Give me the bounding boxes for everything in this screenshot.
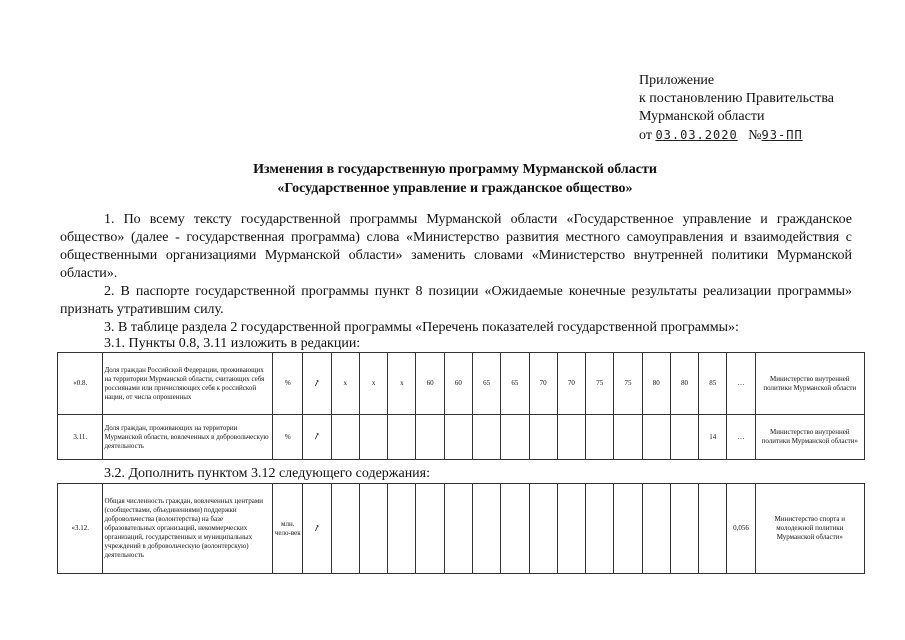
- paragraph-2: 2. В паспорте государственной программы пункт 8 позиции «Ожидаемые конечные результаты реализации программы» признать утратившим силу.: [60, 284, 852, 317]
- paragraph-1: 1. По всему тексту государственной программы Мурманской области «Государственное управление и гражданское общество» (далее - государственная программа) слова «Министерство развития местного самоуправления и взаимодействия с общественными организациями Мурманской области» заменить словами «Министерство внутренней политики Мурманской области».: [60, 212, 852, 281]
- unit-cell: %: [273, 415, 303, 460]
- value-cell: [501, 415, 529, 460]
- value-cell: [529, 484, 557, 574]
- value-cell: 65: [473, 353, 501, 415]
- value-cell: [359, 484, 387, 574]
- indicator-description: Общая численность граждан, вовлеченных центрами (сообществами, объединениями) поддержки добровольчества (волонтерства) на базе образовательных организаций, некоммерческих организаций, государственных и муниципальных учреждений в добровольческую (волонтерскую) деятельность: [103, 484, 273, 574]
- table-row-3-12: [58, 484, 865, 574]
- document-title: [60, 160, 850, 198]
- value-cell: [614, 484, 642, 574]
- indicator-description: Доля граждан, проживающих на территории Мурманской области, вовлеченных в добровольческую деятельность: [103, 415, 273, 460]
- value-cell: 65: [501, 353, 529, 415]
- value-cell: 60: [416, 353, 444, 415]
- value-cell: [670, 415, 698, 460]
- paragraph-3-1: 3.1. Пункты 0.8, 3.11 изложить в редакции:: [104, 336, 361, 351]
- trend-mark-cell: [303, 415, 331, 460]
- paragraph-3: 3. В таблице раздела 2 государственной программы «Перечень показателей государственной программы»:: [104, 320, 739, 335]
- value-cell: …: [727, 415, 755, 460]
- document-body: [60, 211, 852, 337]
- trend-mark-cell: [303, 484, 331, 574]
- value-cell: [642, 484, 670, 574]
- value-cell: 75: [586, 353, 614, 415]
- trend-mark-icon: ↗: [311, 376, 323, 389]
- paragraph-3-2: 3.2. Дополнить пунктом 3.12 следующего содержания:: [104, 466, 431, 481]
- value-cell: [670, 484, 698, 574]
- value-cell: [444, 415, 472, 460]
- value-cell: [331, 484, 359, 574]
- value-cell: х: [331, 353, 359, 415]
- appendix-date-line: [639, 126, 834, 145]
- value-cell: [586, 415, 614, 460]
- value-cell: [501, 484, 529, 574]
- value-cell: 70: [529, 353, 557, 415]
- appendix-line-3: Мурманской области: [639, 109, 765, 124]
- value-cell: х: [388, 353, 416, 415]
- value-cell: [444, 484, 472, 574]
- indicators-table-1: [57, 352, 865, 460]
- value-cell: [557, 484, 585, 574]
- value-cell: [416, 484, 444, 574]
- value-cell: 75: [614, 353, 642, 415]
- date-value: 03.03.2020: [655, 128, 738, 142]
- title-line-2: «Государственное управление и гражданское общество»: [277, 181, 633, 196]
- table-row-3-11: [58, 415, 865, 460]
- row-number: 3.11.: [58, 415, 103, 460]
- appendix-line-1: Приложение: [639, 73, 715, 88]
- value-cell: [699, 484, 727, 574]
- trend-mark-icon: ↗: [311, 430, 323, 443]
- value-cell: [388, 415, 416, 460]
- value-cell: [473, 415, 501, 460]
- value-cell: [614, 415, 642, 460]
- appendix-line-2: к постановлению Правительства: [639, 91, 835, 106]
- trend-mark-cell: [303, 353, 331, 415]
- value-cell: [331, 415, 359, 460]
- row-number: «3.12.: [58, 484, 103, 574]
- number-value: 93-ПП: [761, 128, 803, 142]
- date-prefix: от: [639, 128, 652, 143]
- value-cell: [473, 484, 501, 574]
- value-cell: [529, 415, 557, 460]
- title-line-1: Изменения в государственную программу Мурманской области: [253, 162, 657, 177]
- unit-cell: %: [273, 353, 303, 415]
- value-cell: 80: [670, 353, 698, 415]
- value-cell: [642, 415, 670, 460]
- responsible-org: Министерство внутренней политики Мурманской области: [755, 353, 864, 415]
- responsible-org: Министерство внутренней политики Мурманской области»: [755, 415, 864, 460]
- value-cell: [416, 415, 444, 460]
- value-cell: 80: [642, 353, 670, 415]
- indicators-table-2: [57, 483, 865, 574]
- value-cell: [388, 484, 416, 574]
- value-cell: х: [359, 353, 387, 415]
- unit-cell: млн. чело-век: [273, 484, 303, 574]
- value-cell: [359, 415, 387, 460]
- value-cell: [586, 484, 614, 574]
- value-cell: 14: [699, 415, 727, 460]
- trend-mark-icon: ↗: [311, 521, 323, 534]
- value-cell: 70: [557, 353, 585, 415]
- appendix-header: [639, 72, 834, 145]
- table-row-0-8: [58, 353, 865, 415]
- value-cell: 60: [444, 353, 472, 415]
- number-prefix: №: [748, 128, 762, 143]
- value-cell: 0,056: [727, 484, 755, 574]
- value-cell: [557, 415, 585, 460]
- indicator-description: Доля граждан Российской Федерации, проживающих на территории Мурманской области, считающих себя россиянами или причисляющих себя к российской нации, от числа опрошенных: [103, 353, 273, 415]
- responsible-org: Министерство спорта и молодежной политики Мурманской области»: [755, 484, 864, 574]
- value-cell: …: [727, 353, 755, 415]
- row-number: «0.8.: [58, 353, 103, 415]
- value-cell: 85: [699, 353, 727, 415]
